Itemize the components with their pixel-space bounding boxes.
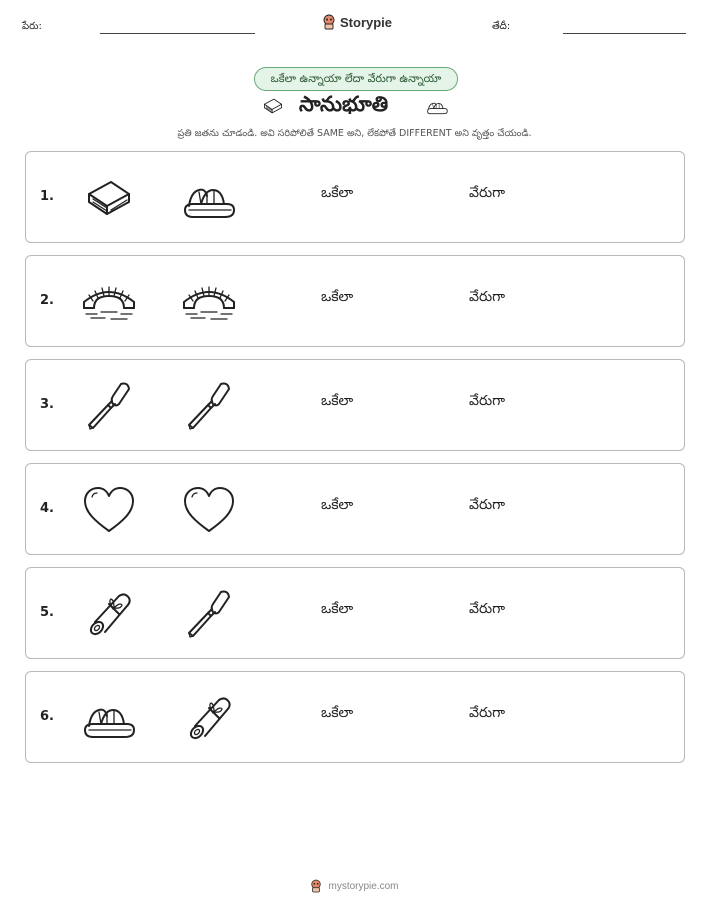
heart-icon (181, 482, 237, 538)
different-option[interactable]: వేరుగా (469, 393, 505, 409)
same-option[interactable]: ఒకేలా (321, 393, 354, 409)
question-row (25, 671, 685, 763)
question-number: 4. (40, 501, 54, 516)
worksheet-title: సానుభూతి (299, 92, 389, 116)
sandal-icon (421, 94, 453, 118)
worksheet-instruction: ప్రతి జతను చూడండి. అవి సరిపోలితే SAME అని, లేకపోతే DIFFERENT అని వృత్తం చేయండి. (177, 128, 532, 139)
scroll-icon (81, 586, 137, 642)
question-row (25, 359, 685, 451)
name-label: పేరు: (22, 21, 42, 32)
storypie-mascot-icon (322, 14, 336, 30)
question-number: 5. (40, 605, 54, 620)
different-option[interactable]: వేరుగా (469, 497, 505, 513)
question-number: 6. (40, 709, 54, 724)
same-option[interactable]: ఒకేలా (321, 497, 354, 513)
different-option[interactable]: వేరుగా (469, 185, 505, 201)
question-row (25, 567, 685, 659)
same-option[interactable]: ఒకేలా (321, 289, 354, 305)
chisel-icon (181, 378, 237, 434)
brand-name: Storypie (340, 14, 393, 30)
sandal-icon (181, 170, 237, 226)
book-icon (258, 94, 288, 118)
worksheet-header (0, 14, 709, 38)
same-option[interactable]: ఒకేలా (321, 705, 354, 721)
different-option[interactable]: వేరుగా (469, 289, 505, 305)
question-row (25, 151, 685, 243)
chisel-icon (181, 586, 237, 642)
bridge-icon (81, 274, 137, 330)
chisel-icon (81, 378, 137, 434)
storypie-logo (322, 14, 392, 30)
title-row (0, 92, 709, 122)
question-number: 3. (40, 397, 54, 412)
different-option[interactable]: వేరుగా (469, 601, 505, 617)
question-row (25, 255, 685, 347)
name-field[interactable] (100, 33, 255, 34)
same-option[interactable]: ఒకేలా (321, 601, 354, 617)
sandal-icon (81, 690, 137, 746)
question-row (25, 463, 685, 555)
date-label: తేదీ: (492, 21, 511, 32)
question-number: 2. (40, 293, 54, 308)
book-icon (81, 170, 137, 226)
heart-icon (81, 482, 137, 538)
same-option[interactable]: ఒకేలా (321, 185, 354, 201)
storypie-mascot-icon (310, 879, 322, 893)
footer-site: mystorypie.com (328, 880, 399, 892)
footer (0, 879, 709, 893)
scroll-icon (181, 690, 237, 746)
question-number: 1. (40, 189, 54, 204)
worksheet-type-badge: ఒకేలా ఉన్నాయా లేదా వేరుగా ఉన్నాయా (254, 67, 458, 91)
date-field[interactable] (563, 33, 686, 34)
bridge-icon (181, 274, 237, 330)
different-option[interactable]: వేరుగా (469, 705, 505, 721)
